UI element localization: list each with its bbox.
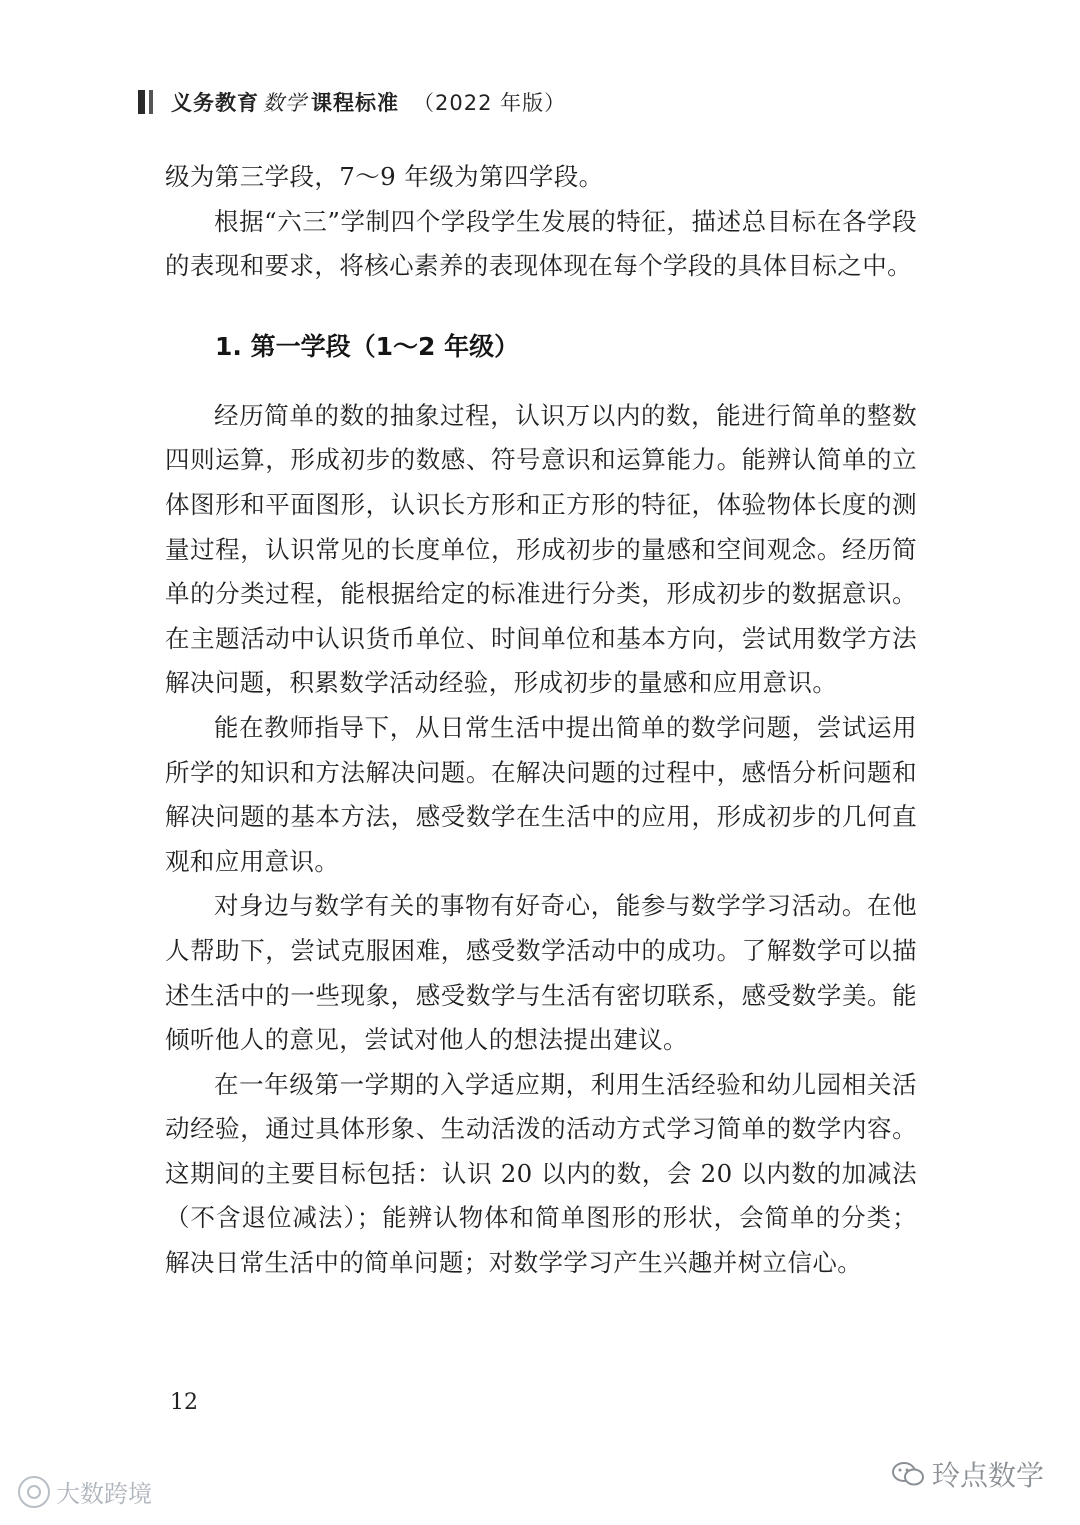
watermark-logo-icon xyxy=(18,1476,50,1508)
header-bar xyxy=(149,90,153,114)
wechat-icon xyxy=(892,1461,924,1487)
watermark-left-text: 大数跨境 xyxy=(56,1480,152,1508)
paragraph-intro: 根据“六三”学制四个学段学生发展的特征，描述总目标在各学段的表现和要求，将核心素养的表现体现在每个学段的具体目标之中。 xyxy=(165,206,917,281)
header-title-part1: 义务教育 xyxy=(171,91,259,115)
watermark-right-text: 玲点数学 xyxy=(931,1459,1044,1492)
paragraph-goals-attitude: 对身边与数学有关的事物有好奇心，能参与数学学习活动。在他人帮助下，尝试克服困难，感受数学活动中的成功。了解数学可以描述生活中的一些现象，感受数学与生活有密切联系，感受数学美。能倾听他人的意见，尝试对他人的想法提出建议。 xyxy=(165,891,917,1055)
header-bar xyxy=(138,90,145,114)
watermark-left xyxy=(18,1474,152,1509)
header-bars-decoration xyxy=(138,90,157,114)
header-title xyxy=(171,87,566,117)
header-title-part3: 课程标准 xyxy=(311,91,399,115)
header-edition: （2022 年版） xyxy=(413,91,567,115)
body-content xyxy=(165,155,917,1286)
section-heading: 1. 第一学段（1～2 年级） xyxy=(215,331,520,361)
paragraph-goals-problem-solving: 能在教师指导下，从日常生活中提出简单的数学问题，尝试运用所学的知识和方法解决问题。在解决问题的过程中，感悟分析问题和解决问题的基本方法，感受数学在生活中的应用，形成初步的几何直观和应用意识。 xyxy=(165,712,917,876)
paragraph-goals-transition: 在一年级第一学期的入学适应期，利用生活经验和幼儿园相关活动经验，通过具体形象、生动活泼的活动方式学习简单的数学内容。这期间的主要目标包括：认识 20 以内的数，会 20 以内数的加减法（不含退位减法）；能辨认物体和简单图形的形状，会简单的分类；解决日常生活中的简单问题；对数学学习产生兴趣并树立信心。 xyxy=(165,1069,917,1278)
paragraph-continued: 级为第三学段，7～9 年级为第四学段。 xyxy=(165,162,604,191)
running-header xyxy=(138,85,566,119)
header-title-part2: 数学 xyxy=(263,91,307,115)
watermark-right xyxy=(892,1454,1044,1494)
page-number: 12 xyxy=(170,1390,198,1415)
paragraph-goals-knowledge: 经历简单的数的抽象过程，认识万以内的数，能进行简单的整数四则运算，形成初步的数感、符号意识和运算能力。能辨认简单的立体图形和平面图形，认识长方形和正方形的特征，体验物体长度的测量过程，认识常见的长度单位，形成初步的量感和空间观念。经历简单的分类过程，能根据给定的标准进行分类，形成初步的数据意识。在主题活动中认识货币单位、时间单位和基本方向，尝试用数学方法解决问题，积累数学活动经验，形成初步的量感和应用意识。 xyxy=(165,400,917,698)
